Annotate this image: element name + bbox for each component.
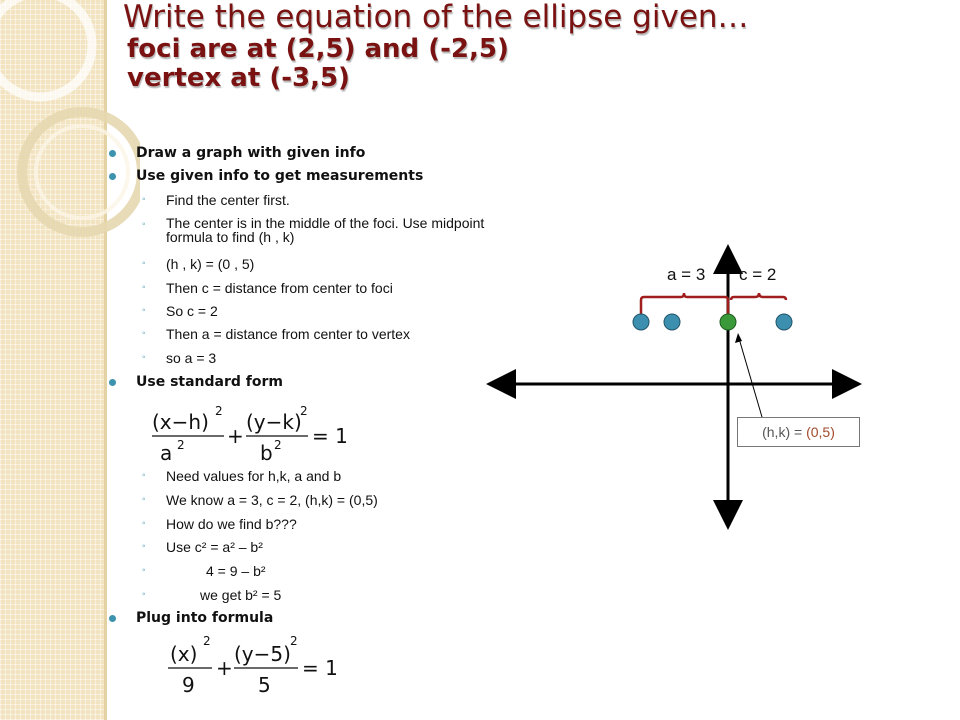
formula-plus: + — [227, 424, 244, 448]
decorative-circles — [0, 0, 140, 260]
sub-bullet: ◦ Then c = distance from center to foci — [142, 280, 393, 296]
callout-arrowhead — [735, 333, 742, 343]
formula-numerator-x: (x) — [170, 642, 198, 666]
sub-bullet: ◦ Use c² = a² – b² — [142, 539, 263, 555]
vertex-point — [633, 314, 649, 330]
bullet-dot-icon — [109, 173, 116, 180]
sub-bullet: ◦ 4 = 9 – b² — [142, 563, 266, 579]
label-a-equals-3: a = 3 — [667, 265, 706, 284]
formula-exponent: 2 — [215, 404, 223, 418]
formula-exponent: 2 — [300, 404, 308, 418]
formula-exponent: 2 — [274, 438, 282, 452]
formula-equals-one: = 1 — [302, 656, 338, 680]
title-line-1: Write the equation of the ellipse given… — [123, 0, 749, 35]
formula-exponent: 2 — [290, 634, 298, 648]
formula-equals-one: = 1 — [312, 424, 348, 448]
standard-form-formula — [148, 402, 368, 466]
ring-bullet-icon: ◦ — [142, 589, 146, 600]
sub-bullet: ◦ Find the center first. — [142, 192, 290, 208]
formula-denominator-b: b — [260, 441, 273, 465]
bullet-draw-graph: Draw a graph with given info — [136, 145, 365, 161]
bullet-dot-icon — [109, 379, 116, 386]
bullet-measurements: Use given info to get measurements — [136, 168, 423, 184]
brace-c — [731, 293, 786, 300]
ring-bullet-icon: ◦ — [142, 541, 146, 552]
bullet-standard-form: Use standard form — [136, 374, 283, 390]
formula-denominator-a: a — [160, 441, 173, 465]
formula-numerator-x: (x−h) — [152, 410, 209, 434]
title-line-2: foci are at (2,5) and (-2,5) — [127, 33, 509, 64]
sub-bullet: ◦ So c = 2 — [142, 303, 218, 319]
sub-bullet: ◦ Then a = distance from center to vertex — [142, 326, 410, 342]
callout-pointer — [738, 335, 762, 417]
center-callout-label: (h,k) = — [762, 424, 807, 440]
sub-bullet: ◦ so a = 3 — [142, 350, 217, 366]
label-c-equals-2: c = 2 — [739, 265, 777, 284]
formula-exponent: 2 — [177, 438, 185, 452]
formula-exponent: 2 — [203, 634, 211, 648]
title-line-3: vertex at (-3,5) — [127, 62, 350, 93]
ring-bullet-icon: ◦ — [142, 518, 146, 529]
ring-bullet-icon: ◦ — [142, 194, 146, 205]
ring-bullet-icon: ◦ — [142, 494, 146, 505]
sub-bullet: ◦ (h , k) = (0 , 5) — [142, 256, 255, 272]
slide-title — [123, 0, 943, 93]
bullet-plug-formula: Plug into formula — [136, 610, 273, 626]
center-point — [720, 314, 736, 330]
focus-point-left — [664, 314, 680, 330]
sub-bullet: ◦ We know a = 3, c = 2, (h,k) = (0,5) — [142, 492, 378, 508]
formula-denominator-5: 5 — [258, 673, 271, 697]
ring-bullet-icon: ◦ — [142, 258, 146, 269]
sub-bullet: ◦ we get b² = 5 — [142, 587, 282, 603]
bullet-dot-icon — [109, 615, 116, 622]
bullet-dot-icon — [109, 150, 116, 157]
ring-bullet-icon: ◦ — [142, 470, 146, 481]
ring-bullet-icon: ◦ — [142, 328, 146, 339]
center-callout-value: (0,5) — [806, 424, 835, 440]
sub-bullet: ◦ How do we find b??? — [142, 516, 297, 532]
ring-bullet-icon: ◦ — [142, 282, 146, 293]
sub-bullet: ◦ The center is in the middle of the foci. Use midpoint formula to find (h , k) — [142, 215, 485, 245]
sub-bullet: ◦ Need values for h,k, a and b — [142, 468, 342, 484]
ring-bullet-icon: ◦ — [142, 352, 146, 363]
brace-a — [641, 293, 728, 318]
formula-plus: + — [216, 656, 233, 680]
final-formula — [164, 630, 364, 698]
focus-point-right — [776, 314, 792, 330]
center-callout-box — [737, 417, 860, 447]
ring-bullet-icon: ◦ — [142, 219, 146, 230]
ring-bullet-icon: ◦ — [142, 565, 146, 576]
ring-bullet-icon: ◦ — [142, 305, 146, 316]
formula-denominator-9: 9 — [182, 673, 195, 697]
formula-numerator-y: (y−k) — [246, 410, 302, 434]
formula-numerator-y: (y−5) — [234, 642, 291, 666]
